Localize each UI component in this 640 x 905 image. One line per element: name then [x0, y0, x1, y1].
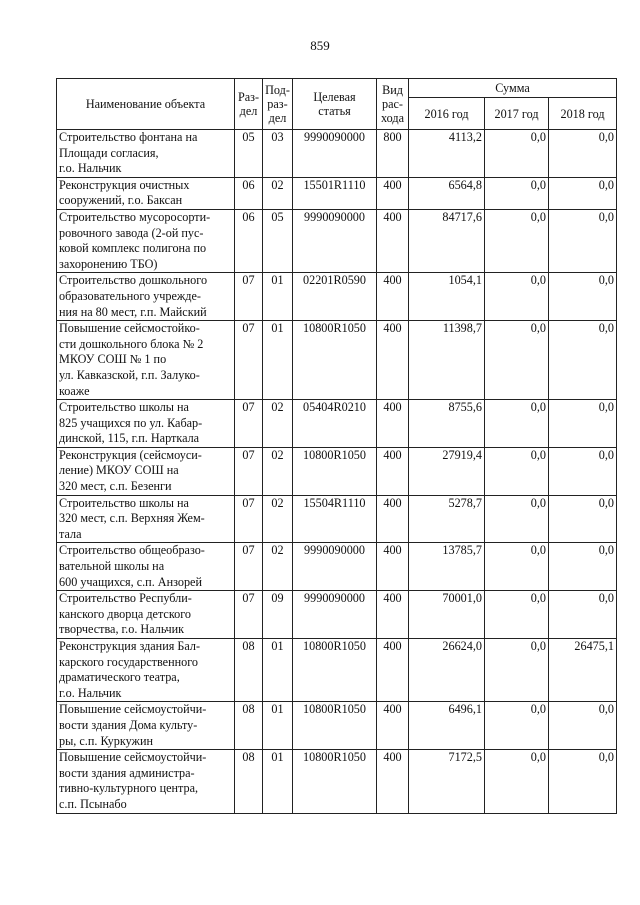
- cell-expense-kind: 400: [377, 702, 409, 750]
- cell-section: 08: [235, 702, 263, 750]
- cell-sum-2017: 0,0: [485, 209, 549, 272]
- cell-object-name: Повышение сейсмоустойчи- вости здания Дома культу- ры, с.п. Куркужин: [57, 702, 235, 750]
- cell-sum-2018: 0,0: [549, 543, 617, 591]
- cell-sum-2016: 26624,0: [409, 639, 485, 702]
- cell-target-article: 10800R1050: [293, 447, 377, 495]
- header-subsection: Под- раз- дел: [263, 79, 293, 130]
- cell-sum-2018: 0,0: [549, 495, 617, 543]
- cell-sum-2017: 0,0: [485, 321, 549, 400]
- table-row: [57, 400, 617, 448]
- cell-subsection: 05: [263, 209, 293, 272]
- header-year-2017: 2017 год: [485, 98, 549, 130]
- cell-section: 07: [235, 321, 263, 400]
- cell-sum-2018: 0,0: [549, 130, 617, 178]
- cell-target-article: 9990090000: [293, 130, 377, 178]
- cell-section: 07: [235, 543, 263, 591]
- cell-sum-2016: 7172,5: [409, 750, 485, 813]
- cell-object-name: Строительство школы на 320 мест, с.п. Верхняя Жем- тала: [57, 495, 235, 543]
- table-row: [57, 591, 617, 639]
- cell-section: 07: [235, 591, 263, 639]
- table-row: [57, 702, 617, 750]
- table-body: [57, 130, 617, 814]
- cell-section: 06: [235, 177, 263, 209]
- cell-section: 05: [235, 130, 263, 178]
- cell-sum-2018: 0,0: [549, 273, 617, 321]
- cell-target-article: 10800R1050: [293, 321, 377, 400]
- cell-sum-2018: 0,0: [549, 209, 617, 272]
- cell-subsection: 09: [263, 591, 293, 639]
- cell-section: 07: [235, 273, 263, 321]
- cell-target-article: 9990090000: [293, 591, 377, 639]
- cell-subsection: 03: [263, 130, 293, 178]
- cell-target-article: 15501R1110: [293, 177, 377, 209]
- cell-subsection: 02: [263, 543, 293, 591]
- cell-subsection: 02: [263, 447, 293, 495]
- cell-sum-2017: 0,0: [485, 750, 549, 813]
- cell-expense-kind: 400: [377, 543, 409, 591]
- header-target-article: Целевая статья: [293, 79, 377, 130]
- cell-expense-kind: 400: [377, 273, 409, 321]
- cell-expense-kind: 400: [377, 447, 409, 495]
- cell-sum-2017: 0,0: [485, 273, 549, 321]
- cell-section: 07: [235, 447, 263, 495]
- cell-sum-2018: 0,0: [549, 447, 617, 495]
- cell-section: 08: [235, 750, 263, 813]
- cell-subsection: 01: [263, 639, 293, 702]
- cell-sum-2017: 0,0: [485, 702, 549, 750]
- cell-object-name: Повышение сейсмостойко- сти дошкольного блока № 2 МКОУ СОШ № 1 по ул. Кавказской, г.п. Залуко- коаже: [57, 321, 235, 400]
- header-year-2018: 2018 год: [549, 98, 617, 130]
- cell-object-name: Строительство общеобразо- вательной школы на 600 учащихся, с.п. Анзорей: [57, 543, 235, 591]
- cell-sum-2017: 0,0: [485, 495, 549, 543]
- header-section: Раз- дел: [235, 79, 263, 130]
- cell-expense-kind: 400: [377, 639, 409, 702]
- cell-sum-2016: 6564,8: [409, 177, 485, 209]
- cell-subsection: 01: [263, 750, 293, 813]
- cell-expense-kind: 400: [377, 750, 409, 813]
- cell-subsection: 02: [263, 400, 293, 448]
- cell-sum-2016: 4113,2: [409, 130, 485, 178]
- cell-sum-2018: 0,0: [549, 702, 617, 750]
- table-row: [57, 273, 617, 321]
- cell-sum-2017: 0,0: [485, 639, 549, 702]
- cell-sum-2017: 0,0: [485, 130, 549, 178]
- table-row: [57, 321, 617, 400]
- cell-sum-2018: 0,0: [549, 321, 617, 400]
- cell-sum-2016: 1054,1: [409, 273, 485, 321]
- table-row: [57, 543, 617, 591]
- cell-target-article: 10800R1050: [293, 702, 377, 750]
- cell-sum-2018: 26475,1: [549, 639, 617, 702]
- cell-object-name: Строительство Республи- канского дворца детского творчества, г.о. Нальчик: [57, 591, 235, 639]
- cell-sum-2016: 27919,4: [409, 447, 485, 495]
- cell-target-article: 10800R1050: [293, 639, 377, 702]
- header-object-name: Наименование объекта: [57, 79, 235, 130]
- header-year-2016: 2016 год: [409, 98, 485, 130]
- cell-sum-2018: 0,0: [549, 591, 617, 639]
- table-row: [57, 130, 617, 178]
- table-row: [57, 447, 617, 495]
- table-row: [57, 750, 617, 813]
- cell-section: 07: [235, 495, 263, 543]
- page-number: 859: [310, 38, 330, 53]
- cell-sum-2016: 8755,6: [409, 400, 485, 448]
- cell-object-name: Строительство школы на 825 учащихся по ул. Кабар- динской, 115, г.п. Нарткала: [57, 400, 235, 448]
- cell-target-article: 10800R1050: [293, 750, 377, 813]
- cell-object-name: Строительство дошкольного образовательного учрежде- ния на 80 мест, г.п. Майский: [57, 273, 235, 321]
- cell-expense-kind: 400: [377, 321, 409, 400]
- table-row: [57, 639, 617, 702]
- cell-object-name: Повышение сейсмоустойчи- вости здания администра- тивно-культурного центра, с.п. Псынабо: [57, 750, 235, 813]
- cell-subsection: 02: [263, 177, 293, 209]
- cell-target-article: 05404R0210: [293, 400, 377, 448]
- table-row: [57, 177, 617, 209]
- cell-sum-2016: 84717,6: [409, 209, 485, 272]
- cell-sum-2018: 0,0: [549, 177, 617, 209]
- cell-sum-2017: 0,0: [485, 447, 549, 495]
- cell-sum-2018: 0,0: [549, 750, 617, 813]
- header-expense-kind: Вид рас- хода: [377, 79, 409, 130]
- cell-expense-kind: 400: [377, 495, 409, 543]
- cell-subsection: 01: [263, 321, 293, 400]
- table-row: [57, 495, 617, 543]
- cell-object-name: Реконструкция очистных сооружений, г.о. Баксан: [57, 177, 235, 209]
- cell-section: 06: [235, 209, 263, 272]
- header-sum: Сумма: [409, 79, 617, 98]
- cell-sum-2016: 13785,7: [409, 543, 485, 591]
- cell-sum-2016: 5278,7: [409, 495, 485, 543]
- cell-sum-2017: 0,0: [485, 591, 549, 639]
- cell-sum-2016: 70001,0: [409, 591, 485, 639]
- cell-expense-kind: 800: [377, 130, 409, 178]
- table-row: [57, 209, 617, 272]
- cell-expense-kind: 400: [377, 591, 409, 639]
- cell-subsection: 02: [263, 495, 293, 543]
- cell-expense-kind: 400: [377, 209, 409, 272]
- cell-sum-2016: 11398,7: [409, 321, 485, 400]
- cell-sum-2017: 0,0: [485, 177, 549, 209]
- cell-section: 07: [235, 400, 263, 448]
- cell-sum-2017: 0,0: [485, 400, 549, 448]
- cell-target-article: 9990090000: [293, 543, 377, 591]
- cell-sum-2017: 0,0: [485, 543, 549, 591]
- cell-target-article: 15504R1110: [293, 495, 377, 543]
- cell-target-article: 02201R0590: [293, 273, 377, 321]
- cell-subsection: 01: [263, 702, 293, 750]
- cell-object-name: Реконструкция (сейсмоуси- ление) МКОУ СОШ на 320 мест, с.п. Безенги: [57, 447, 235, 495]
- cell-sum-2018: 0,0: [549, 400, 617, 448]
- cell-object-name: Реконструкция здания Бал- карского государственного драматического театра, г.о. Нальчик: [57, 639, 235, 702]
- cell-sum-2016: 6496,1: [409, 702, 485, 750]
- cell-object-name: Строительство мусоросорти- ровочного завода (2-ой пус- ковой комплекс полигона по захоронению ТБО): [57, 209, 235, 272]
- cell-target-article: 9990090000: [293, 209, 377, 272]
- cell-object-name: Строительство фонтана на Площади согласия, г.о. Нальчик: [57, 130, 235, 178]
- cell-section: 08: [235, 639, 263, 702]
- cell-expense-kind: 400: [377, 177, 409, 209]
- cell-expense-kind: 400: [377, 400, 409, 448]
- budget-objects-table: [56, 78, 617, 814]
- cell-subsection: 01: [263, 273, 293, 321]
